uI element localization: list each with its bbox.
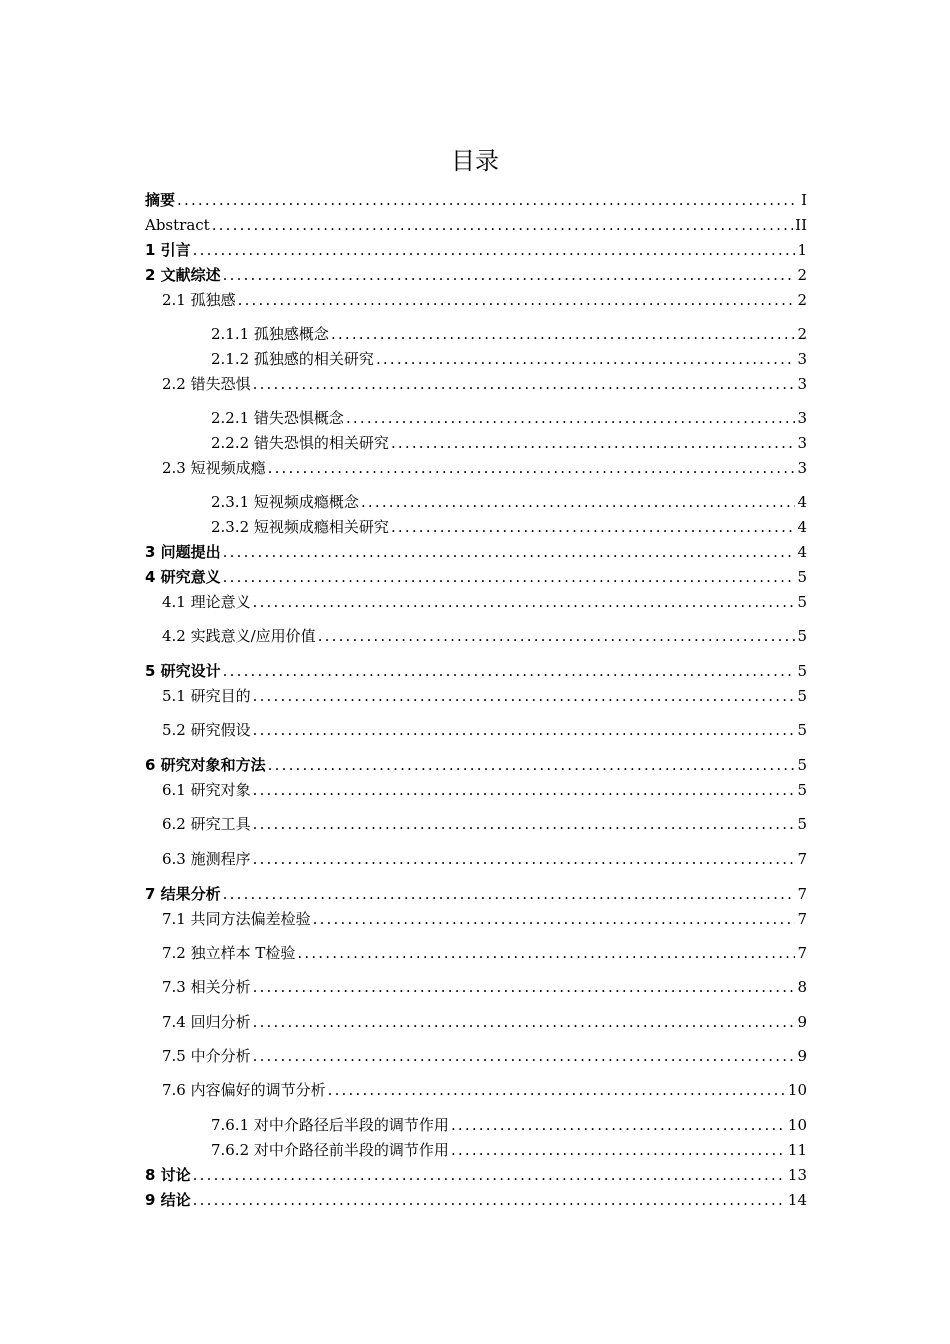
toc-entry-title: 7 结果分析: [145, 885, 221, 903]
toc-entry-page-number: 5: [797, 593, 807, 611]
toc-entry-title: 1 引言: [145, 241, 191, 259]
toc-entry[interactable]: [162, 372, 807, 397]
toc-entry[interactable]: [162, 778, 807, 803]
toc-entry[interactable]: [211, 1138, 807, 1163]
toc-entry-page-number: 3: [797, 409, 807, 427]
toc-entry[interactable]: [211, 515, 807, 540]
toc-entry[interactable]: [145, 238, 807, 263]
toc-dot-leader: [451, 1138, 786, 1163]
toc-entry-page-number: 13: [787, 1166, 807, 1184]
toc-entry-title: 2.1.1 孤独感概念: [211, 325, 329, 343]
toc-entry-title: Abstract: [145, 216, 210, 234]
toc-entry[interactable]: [145, 1163, 807, 1188]
toc-entry[interactable]: [211, 406, 807, 431]
toc-dot-leader: [268, 753, 795, 778]
toc-entry[interactable]: [162, 907, 807, 932]
toc-dot-leader: [212, 213, 793, 238]
toc-entry[interactable]: [145, 1188, 807, 1213]
toc-entry-title: 2.2 错失恐惧: [162, 375, 251, 393]
toc-entry-title: 7.2 独立样本 T检验: [162, 944, 296, 962]
toc-dot-leader: [223, 263, 795, 288]
toc-entry-page-number: 4: [797, 518, 807, 536]
toc-entry-page-number: 10: [787, 1081, 807, 1099]
toc-dot-leader: [238, 288, 795, 313]
toc-dot-leader: [253, 372, 795, 397]
toc-entry[interactable]: [162, 456, 807, 481]
toc-entry-title: 6.1 研究对象: [162, 781, 251, 799]
toc-entry-title: 2.1 孤独感: [162, 291, 236, 309]
toc-dot-leader: [193, 1163, 786, 1188]
toc-entry-title: 2.3 短视频成瘾: [162, 459, 266, 477]
toc-entry[interactable]: [211, 347, 807, 372]
toc-entry-page-number: 5: [797, 687, 807, 705]
toc-entry-title: 7.6.1 对中介路径后半段的调节作用: [211, 1116, 449, 1134]
toc-entry-page-number: 4: [797, 493, 807, 511]
toc-entry[interactable]: [145, 263, 807, 288]
toc-dot-leader: [253, 718, 795, 743]
toc-entry[interactable]: [162, 1044, 807, 1069]
toc-dot-leader: [313, 907, 795, 932]
toc-dot-leader: [268, 456, 795, 481]
toc-entry-page-number: 3: [797, 375, 807, 393]
toc-entry[interactable]: [162, 941, 807, 966]
toc-entry-page-number: 5: [797, 721, 807, 739]
toc-entry-page-number: 7: [797, 944, 807, 962]
toc-entry-title: 2.3.1 短视频成瘾概念: [211, 493, 359, 511]
toc-entry[interactable]: [162, 718, 807, 743]
toc-entry[interactable]: [145, 753, 807, 778]
toc-entry-title: 7.5 中介分析: [162, 1047, 251, 1065]
toc-entry-title: 2 文献综述: [145, 266, 221, 284]
toc-entry-page-number: 8: [797, 978, 807, 996]
toc-dot-leader: [193, 1188, 786, 1213]
toc-dot-leader: [253, 778, 795, 803]
toc-entry-title: 4.1 理论意义: [162, 593, 251, 611]
toc-title: 目录: [451, 147, 499, 175]
toc-entry-title: 4 研究意义: [145, 568, 221, 586]
toc-entry-page-number: 9: [797, 1013, 807, 1031]
toc-dot-leader: [346, 406, 795, 431]
toc-dot-leader: [253, 847, 795, 872]
toc-entry[interactable]: [145, 213, 807, 238]
toc-entry[interactable]: [211, 431, 807, 456]
toc-dot-leader: [223, 882, 795, 907]
toc-entry-title: 9 结论: [145, 1191, 191, 1209]
toc-entry[interactable]: [145, 188, 807, 213]
toc-entry-title: 2.2.2 错失恐惧的相关研究: [211, 434, 389, 452]
toc-entry-page-number: 7: [797, 910, 807, 928]
toc-entry-page-number: 3: [797, 350, 807, 368]
toc-entry-title: 7.3 相关分析: [162, 978, 251, 996]
toc-entry-title: 2.2.1 错失恐惧概念: [211, 409, 344, 427]
toc-dot-leader: [253, 1044, 795, 1069]
toc-entry-page-number: 5: [797, 662, 807, 680]
toc-entry-title: 4.2 实践意义/应用价值: [162, 627, 316, 645]
toc-entry-title: 2.3.2 短视频成瘾相关研究: [211, 518, 389, 536]
toc-dot-leader: [193, 238, 795, 263]
toc-entry-title: 6.2 研究工具: [162, 815, 251, 833]
toc-entry-title: 摘要: [145, 191, 176, 209]
toc-entry[interactable]: [162, 1010, 807, 1035]
toc-entry-page-number: 1: [797, 241, 807, 259]
toc-dot-leader: [253, 590, 795, 615]
toc-entry-title: 8 讨论: [145, 1166, 191, 1184]
toc-entry-page-number: 2: [797, 325, 807, 343]
toc-entry-page-number: 4: [797, 543, 807, 561]
toc-dot-leader: [223, 565, 795, 590]
toc-dot-leader: [223, 659, 795, 684]
toc-dot-leader: [328, 1078, 786, 1103]
toc-entry-page-number: 3: [797, 434, 807, 452]
toc-entry-page-number: 5: [797, 756, 807, 774]
toc-dot-leader: [253, 1010, 795, 1035]
toc-entry-title: 7.1 共同方法偏差检验: [162, 910, 311, 928]
toc-entry-page-number: 7: [797, 850, 807, 868]
toc-entry[interactable]: [162, 590, 807, 615]
toc-entry-page-number: II: [795, 216, 807, 234]
toc-entry[interactable]: [162, 812, 807, 837]
toc-dot-leader: [253, 684, 795, 709]
toc-entry[interactable]: [162, 1078, 807, 1103]
toc-entry[interactable]: [145, 565, 807, 590]
toc-entry[interactable]: [211, 322, 807, 347]
toc-entry-page-number: 7: [797, 885, 807, 903]
toc-entry-title: 7.4 回归分析: [162, 1013, 251, 1031]
toc-entry-page-number: 5: [797, 627, 807, 645]
toc-entry-page-number: 2: [797, 266, 807, 284]
toc-entry-title: 6 研究对象和方法: [145, 756, 266, 774]
toc-entry-page-number: 3: [797, 459, 807, 477]
toc-dot-leader: [297, 941, 795, 966]
toc-entry-title: 5 研究设计: [145, 662, 221, 680]
toc-entry-title: 3 问题提出: [145, 543, 221, 561]
toc-entry[interactable]: [162, 288, 807, 313]
toc-entry-page-number: I: [801, 191, 807, 209]
toc-entry-page-number: 5: [797, 568, 807, 586]
toc-entry-title: 6.3 施测程序: [162, 850, 251, 868]
toc-dot-leader: [391, 431, 795, 456]
toc-dot-leader: [376, 347, 795, 372]
toc-entry-page-number: 10: [787, 1116, 807, 1134]
toc-entry-title: 7.6 内容偏好的调节分析: [162, 1081, 326, 1099]
toc-dot-leader: [331, 322, 795, 347]
toc-entry-title: 7.6.2 对中介路径前半段的调节作用: [211, 1141, 449, 1159]
toc-entry-page-number: 9: [797, 1047, 807, 1065]
toc-entry-title: 2.1.2 孤独感的相关研究: [211, 350, 374, 368]
toc-entry[interactable]: [145, 659, 807, 684]
toc-entry[interactable]: [211, 1113, 807, 1138]
toc-dot-leader: [253, 975, 795, 1000]
toc-entry[interactable]: [145, 882, 807, 907]
toc-dot-leader: [361, 490, 795, 515]
toc-dot-leader: [223, 540, 795, 565]
toc-entry-title: 5.2 研究假设: [162, 721, 251, 739]
toc-entry-page-number: 11: [787, 1141, 807, 1159]
toc-entry[interactable]: [162, 684, 807, 709]
toc-dot-leader: [253, 812, 795, 837]
toc-dot-leader: [451, 1113, 786, 1138]
toc-entry[interactable]: [162, 624, 807, 649]
toc-entry-page-number: 2: [797, 291, 807, 309]
toc-dot-leader: [177, 188, 795, 213]
toc-entry[interactable]: [145, 540, 807, 565]
toc-entry-page-number: 14: [787, 1191, 807, 1209]
toc-entry-title: 5.1 研究目的: [162, 687, 251, 705]
toc-entry-page-number: 5: [797, 815, 807, 833]
toc-dot-leader: [318, 624, 795, 649]
toc-entry[interactable]: [162, 847, 807, 872]
toc-dot-leader: [391, 515, 795, 540]
toc-entry-page-number: 5: [797, 781, 807, 799]
toc-entry[interactable]: [162, 975, 807, 1000]
toc-entry[interactable]: [211, 490, 807, 515]
